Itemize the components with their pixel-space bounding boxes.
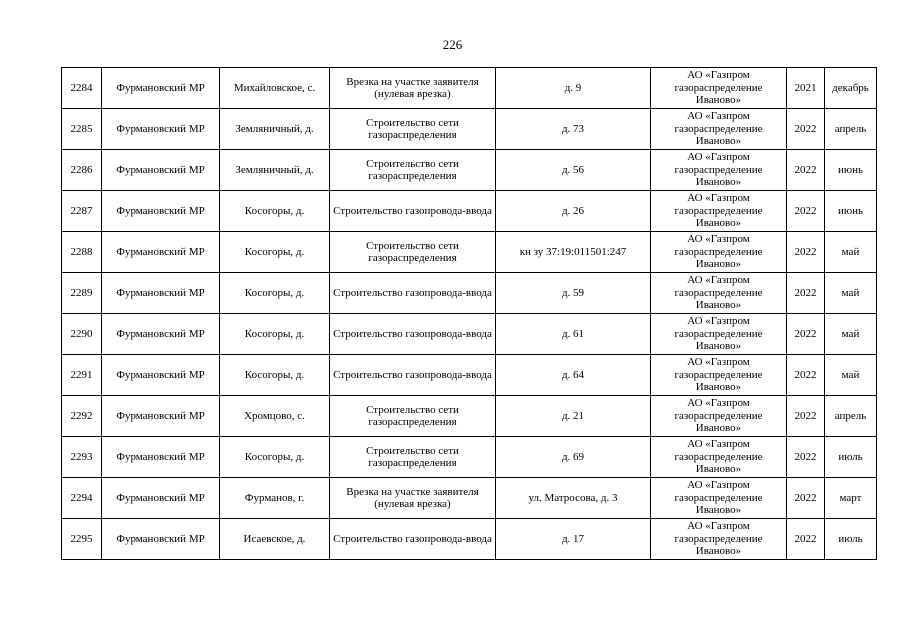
year-cell: 2022: [787, 273, 825, 314]
row-number: 2291: [62, 355, 102, 396]
work-type-cell: Строительство газопровода-ввода: [330, 355, 496, 396]
page-number: 226: [442, 37, 463, 52]
row-number: 2284: [62, 68, 102, 109]
operator-cell: АО «Газпром газораспределение Иваново»: [651, 191, 787, 232]
table-row: [62, 109, 877, 150]
operator-cell: АО «Газпром газораспределение Иваново»: [651, 68, 787, 109]
operator-cell: АО «Газпром газораспределение Иваново»: [651, 519, 787, 560]
work-type-cell: Строительство сети газораспределения: [330, 232, 496, 273]
address-cell: д. 9: [496, 68, 651, 109]
settlement-cell: Фурманов, г.: [220, 478, 330, 519]
work-type-cell: Врезка на участке заявителя (нулевая врезка): [330, 68, 496, 109]
address-cell: ул. Матросова, д. 3: [496, 478, 651, 519]
operator-cell: АО «Газпром газораспределение Иваново»: [651, 355, 787, 396]
row-number: 2287: [62, 191, 102, 232]
table-row: [62, 68, 877, 109]
address-cell: д. 26: [496, 191, 651, 232]
month-cell: декабрь: [825, 68, 877, 109]
work-type-cell: Строительство сети газораспределения: [330, 396, 496, 437]
month-cell: июль: [825, 519, 877, 560]
work-type-cell: Строительство сети газораспределения: [330, 437, 496, 478]
table-row: [62, 273, 877, 314]
settlement-cell: Косогоры, д.: [220, 437, 330, 478]
month-cell: май: [825, 232, 877, 273]
operator-cell: АО «Газпром газораспределение Иваново»: [651, 478, 787, 519]
settlement-cell: Хромцово, с.: [220, 396, 330, 437]
district-cell: Фурмановский МР: [102, 273, 220, 314]
address-cell: д. 73: [496, 109, 651, 150]
settlement-cell: Косогоры, д.: [220, 355, 330, 396]
settlement-cell: Косогоры, д.: [220, 273, 330, 314]
district-cell: Фурмановский МР: [102, 519, 220, 560]
district-cell: Фурмановский МР: [102, 232, 220, 273]
month-cell: май: [825, 273, 877, 314]
district-cell: Фурмановский МР: [102, 355, 220, 396]
district-cell: Фурмановский МР: [102, 314, 220, 355]
table-row: [62, 232, 877, 273]
row-number: 2292: [62, 396, 102, 437]
table-row: [62, 437, 877, 478]
operator-cell: АО «Газпром газораспределение Иваново»: [651, 273, 787, 314]
work-type-cell: Строительство газопровода-ввода: [330, 191, 496, 232]
settlement-cell: Земляничный, д.: [220, 150, 330, 191]
work-type-cell: Строительство сети газораспределения: [330, 109, 496, 150]
district-cell: Фурмановский МР: [102, 396, 220, 437]
table-row: [62, 150, 877, 191]
year-cell: 2022: [787, 150, 825, 191]
table-row: [62, 519, 877, 560]
year-cell: 2022: [787, 355, 825, 396]
year-cell: 2022: [787, 191, 825, 232]
operator-cell: АО «Газпром газораспределение Иваново»: [651, 396, 787, 437]
work-type-cell: Строительство газопровода-ввода: [330, 273, 496, 314]
address-cell: кн зу 37:19:011501:247: [496, 232, 651, 273]
year-cell: 2022: [787, 314, 825, 355]
operator-cell: АО «Газпром газораспределение Иваново»: [651, 150, 787, 191]
year-cell: 2021: [787, 68, 825, 109]
district-cell: Фурмановский МР: [102, 150, 220, 191]
address-cell: д. 59: [496, 273, 651, 314]
settlement-cell: Земляничный, д.: [220, 109, 330, 150]
row-number: 2295: [62, 519, 102, 560]
work-type-cell: Строительство газопровода-ввода: [330, 314, 496, 355]
year-cell: 2022: [787, 109, 825, 150]
operator-cell: АО «Газпром газораспределение Иваново»: [651, 314, 787, 355]
row-number: 2289: [62, 273, 102, 314]
month-cell: апрель: [825, 109, 877, 150]
address-cell: д. 61: [496, 314, 651, 355]
month-cell: март: [825, 478, 877, 519]
address-cell: д. 17: [496, 519, 651, 560]
district-cell: Фурмановский МР: [102, 191, 220, 232]
row-number: 2288: [62, 232, 102, 273]
table-row: [62, 355, 877, 396]
address-cell: д. 69: [496, 437, 651, 478]
work-type-cell: Строительство сети газораспределения: [330, 150, 496, 191]
year-cell: 2022: [787, 437, 825, 478]
address-cell: д. 21: [496, 396, 651, 437]
month-cell: апрель: [825, 396, 877, 437]
row-number: 2294: [62, 478, 102, 519]
row-number: 2285: [62, 109, 102, 150]
table-row: [62, 191, 877, 232]
table-row: [62, 478, 877, 519]
settlement-cell: Исаевское, д.: [220, 519, 330, 560]
settlement-cell: Михайловское, с.: [220, 68, 330, 109]
gasification-table: [61, 67, 877, 560]
table-body: [62, 68, 877, 560]
year-cell: 2022: [787, 232, 825, 273]
operator-cell: АО «Газпром газораспределение Иваново»: [651, 437, 787, 478]
work-type-cell: Строительство газопровода-ввода: [330, 519, 496, 560]
year-cell: 2022: [787, 396, 825, 437]
address-cell: д. 56: [496, 150, 651, 191]
year-cell: 2022: [787, 519, 825, 560]
month-cell: июнь: [825, 191, 877, 232]
row-number: 2290: [62, 314, 102, 355]
district-cell: Фурмановский МР: [102, 437, 220, 478]
settlement-cell: Косогоры, д.: [220, 232, 330, 273]
settlement-cell: Косогоры, д.: [220, 191, 330, 232]
month-cell: июнь: [825, 150, 877, 191]
table-row: [62, 314, 877, 355]
district-cell: Фурмановский МР: [102, 109, 220, 150]
settlement-cell: Косогоры, д.: [220, 314, 330, 355]
year-cell: 2022: [787, 478, 825, 519]
month-cell: май: [825, 355, 877, 396]
district-cell: Фурмановский МР: [102, 68, 220, 109]
month-cell: май: [825, 314, 877, 355]
month-cell: июль: [825, 437, 877, 478]
row-number: 2286: [62, 150, 102, 191]
work-type-cell: Врезка на участке заявителя (нулевая врезка): [330, 478, 496, 519]
address-cell: д. 64: [496, 355, 651, 396]
operator-cell: АО «Газпром газораспределение Иваново»: [651, 109, 787, 150]
district-cell: Фурмановский МР: [102, 478, 220, 519]
operator-cell: АО «Газпром газораспределение Иваново»: [651, 232, 787, 273]
table-row: [62, 396, 877, 437]
row-number: 2293: [62, 437, 102, 478]
